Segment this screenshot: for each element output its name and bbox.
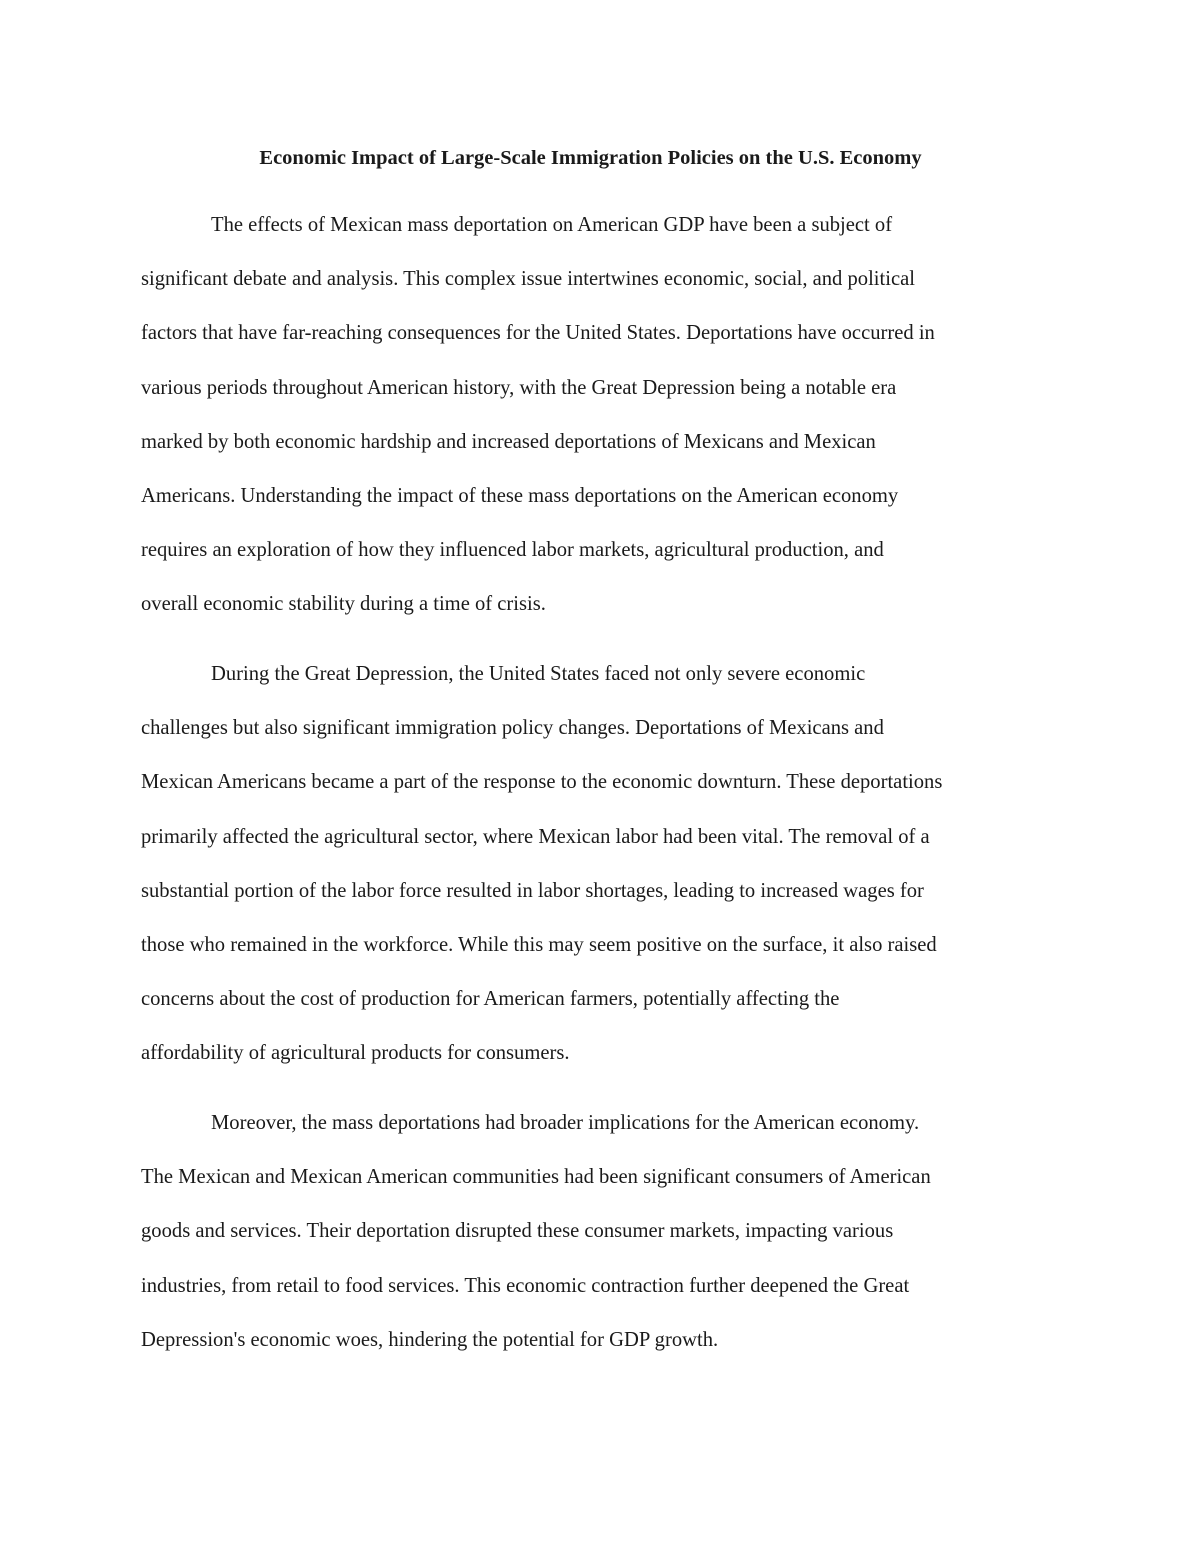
paragraph-3 xyxy=(141,1096,1081,1367)
paragraph-line: affordability of agricultural products for consumers. xyxy=(141,1042,570,1065)
paragraph-line: factors that have far-reaching consequences for the United States. Deportations have occurred in xyxy=(141,322,935,345)
paragraph-line: The effects of Mexican mass deportation on American GDP have been a subject of xyxy=(211,214,893,236)
paragraph-line: Mexican Americans became a part of the response to the economic downturn. These deportations xyxy=(141,771,943,794)
paragraph-line: requires an exploration of how they influenced labor markets, agricultural production, and xyxy=(141,539,884,562)
paragraph-1 xyxy=(141,198,1081,632)
paragraph-line: marked by both economic hardship and increased deportations of Mexicans and Mexican xyxy=(141,430,876,453)
paragraph-line: Depression's economic woes, hindering the potential for GDP growth. xyxy=(141,1328,719,1351)
document-title: Economic Impact of Large-Scale Immigration Policies on the U.S. Economy xyxy=(259,147,922,169)
paragraph-line: various periods throughout American history, with the Great Depression being a notable era xyxy=(141,376,897,399)
paragraph-2 xyxy=(141,647,1081,1081)
paragraph-line: The Mexican and Mexican American communities had been significant consumers of American xyxy=(141,1166,931,1189)
paragraph-line: During the Great Depression, the United States faced not only severe economic xyxy=(211,663,866,685)
paragraph-line: substantial portion of the labor force resulted in labor shortages, leading to increased wages for xyxy=(141,879,924,902)
paragraph-line: goods and services. Their deportation disrupted these consumer markets, impacting various xyxy=(141,1220,894,1243)
paragraph-line: challenges but also significant immigration policy changes. Deportations of Mexicans and xyxy=(141,717,884,740)
paragraph-line: primarily affected the agricultural sector, where Mexican labor had been vital. The removal of a xyxy=(141,825,930,848)
paragraph-line: industries, from retail to food services. This economic contraction further deepened the Great xyxy=(141,1274,910,1297)
paragraph-line: Americans. Understanding the impact of these mass deportations on the American economy xyxy=(141,484,899,507)
paragraph-line: significant debate and analysis. This complex issue intertwines economic, social, and political xyxy=(141,268,915,291)
paragraph-line: overall economic stability during a time of crisis. xyxy=(141,593,546,616)
paragraph-line: those who remained in the workforce. While this may seem positive on the surface, it also raised xyxy=(141,933,937,956)
paragraph-line: concerns about the cost of production for American farmers, potentially affecting the xyxy=(141,988,840,1011)
paragraph-line: Moreover, the mass deportations had broader implications for the American economy. xyxy=(211,1112,920,1134)
